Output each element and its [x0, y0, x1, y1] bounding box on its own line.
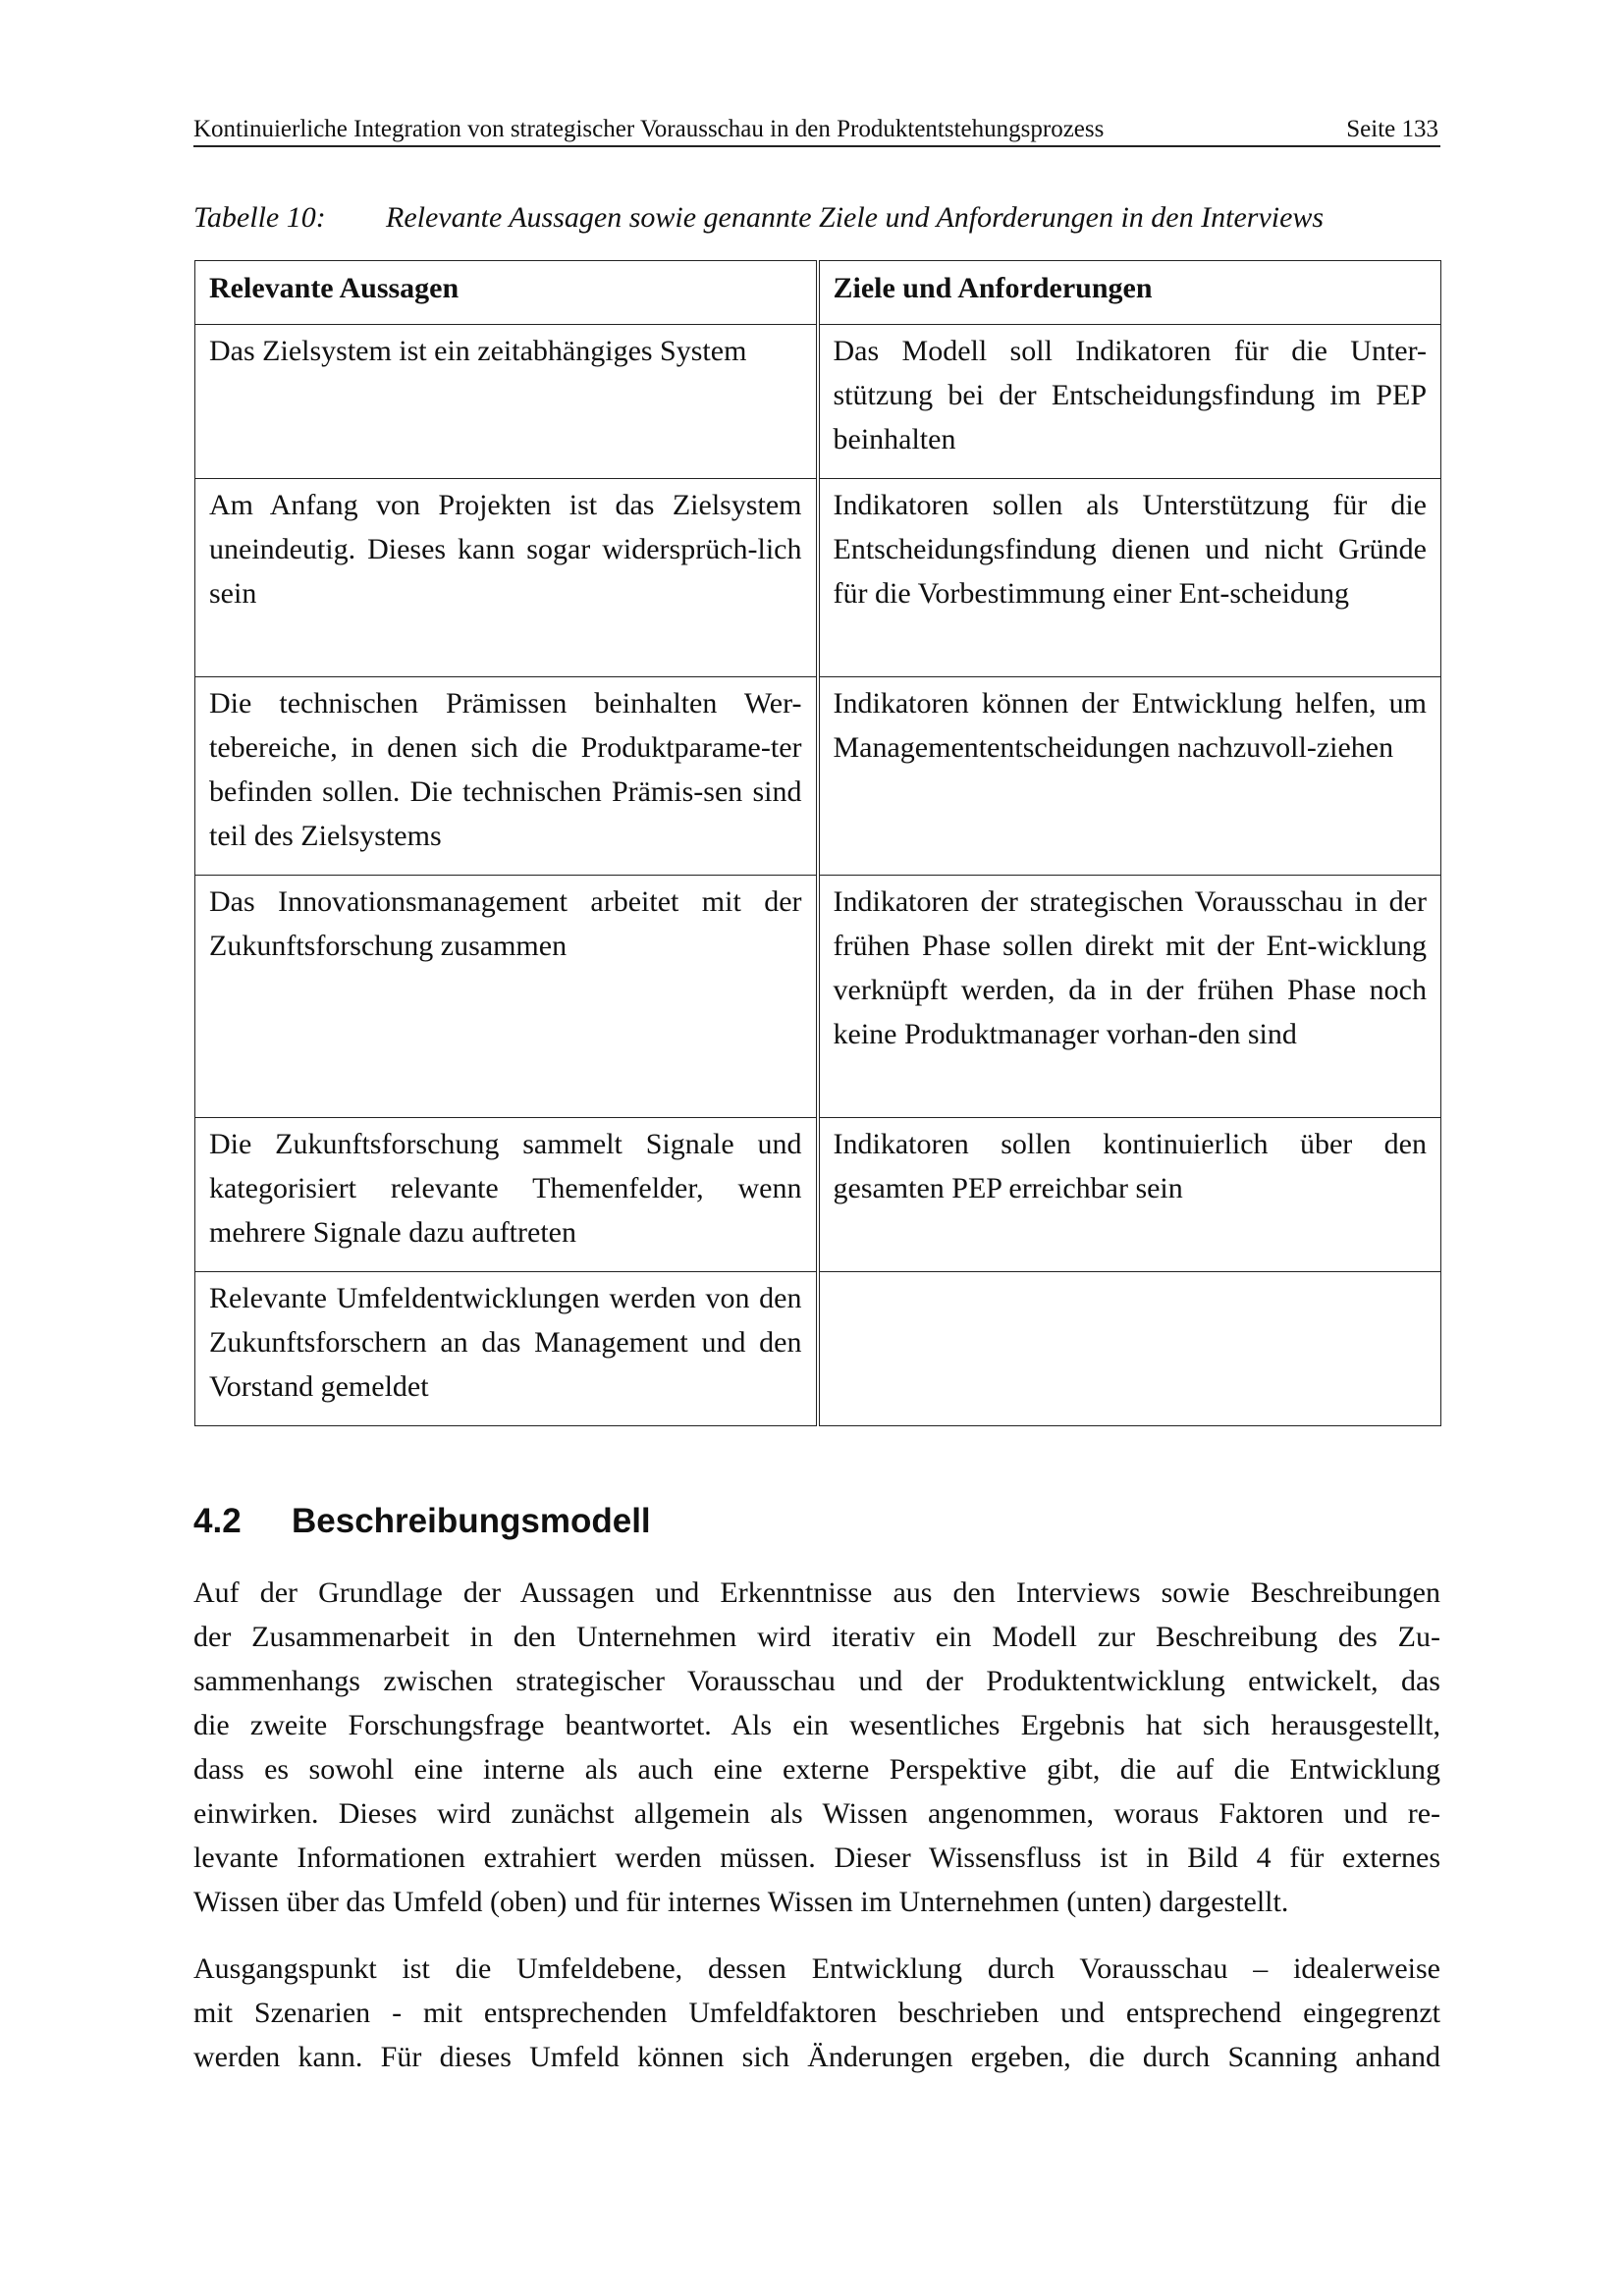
- table-row: [195, 677, 1441, 876]
- requirement-cell: Das Modell soll Indikatoren für die Unter-stützung bei der Entscheidungsfindung im PEP beinhalten: [818, 325, 1441, 479]
- section-heading: [193, 1500, 651, 1543]
- paragraph-line: Ausgangspunkt ist die Umfeldebene, dessen Entwicklung durch Vorausschau – idealerweise: [193, 1952, 1440, 1985]
- requirement-cell: [818, 1272, 1441, 1426]
- statement-cell: Relevante Umfeldentwicklungen werden von den Zukunftsforschern an das Management und den Vorstand gemeldet: [195, 1272, 818, 1426]
- page-number: Seite 133: [1346, 116, 1438, 142]
- paragraph-line: mit Szenarien - mit entsprechenden Umfeldfaktoren beschrieben und entsprechend eingegrenzt: [193, 1997, 1440, 2029]
- column-header-statements: Relevante Aussagen: [195, 261, 818, 325]
- table-row: [195, 876, 1441, 1118]
- paragraph-line: einwirken. Dieses wird zunächst allgemein als Wissen angenommen, woraus Faktoren und re-: [193, 1797, 1440, 1830]
- paragraph-line: dass es sowohl eine interne als auch eine externe Perspektive gibt, die auf die Entwicklung: [193, 1753, 1440, 1786]
- table-row: [195, 1118, 1441, 1272]
- body-paragraph: [193, 1947, 1440, 2079]
- statement-cell: Die Zukunftsforschung sammelt Signale und kategorisiert relevante Themenfelder, wenn mehrere Signale dazu auftreten: [195, 1118, 818, 1272]
- paragraph-line: sammenhangs zwischen strategischer Vorausschau und der Produktentwicklung entwickelt, das: [193, 1665, 1440, 1697]
- paragraph-line: die zweite Forschungsfrage beantwortet. Als ein wesentliches Ergebnis hat sich herausgestellt,: [193, 1709, 1440, 1741]
- table-caption-label: Tabelle 10:: [193, 201, 326, 234]
- requirement-cell: Indikatoren sollen kontinuierlich über den gesamten PEP erreichbar sein: [818, 1118, 1441, 1272]
- running-header: [193, 106, 1440, 147]
- body-paragraph: [193, 1571, 1440, 1924]
- statement-cell: Das Zielsystem ist ein zeitabhängiges System: [195, 325, 818, 479]
- section-number: 4.2: [193, 1502, 242, 1540]
- table-row: [195, 479, 1441, 677]
- requirement-cell: Indikatoren sollen als Unterstützung für die Entscheidungsfindung dienen und nicht Gründe für die Vorbestimmung einer Ent-scheidung: [818, 479, 1441, 677]
- statement-cell: Die technischen Prämissen beinhalten Wer-tebereiche, in denen sich die Produktparame-ter befinden sollen. Die technischen Prämis-sen sind teil des Zielsystems: [195, 677, 818, 876]
- table-caption-text: Relevante Aussagen sowie genannte Ziele und Anforderungen in den Interviews: [386, 201, 1325, 234]
- paragraph-line: werden kann. Für dieses Umfeld können sich Änderungen ergeben, die durch Scanning anhand: [193, 2041, 1440, 2073]
- paragraph-line: Wissen über das Umfeld (oben) und für internes Wissen im Unternehmen (unten) dargestellt.: [193, 1886, 1289, 1918]
- table-caption: [193, 198, 1445, 238]
- paragraph-line: levante Informationen extrahiert werden müssen. Dieser Wissensfluss ist in Bild 4 für externes: [193, 1842, 1440, 1874]
- table-row: [195, 1272, 1441, 1426]
- statement-cell: Das Innovationsmanagement arbeitet mit der Zukunftsforschung zusammen: [195, 876, 818, 1118]
- running-title: Kontinuierliche Integration von strategischer Vorausschau in den Produktentstehungsprozess: [193, 116, 1105, 142]
- paragraph-line: der Zusammenarbeit in den Unternehmen wird iterativ ein Modell zur Beschreibung des Zu-: [193, 1621, 1440, 1653]
- column-header-requirements: Ziele und Anforderungen: [818, 261, 1441, 325]
- table-row: [195, 325, 1441, 479]
- statement-cell: Am Anfang von Projekten ist das Zielsystem uneindeutig. Dieses kann sogar widersprüch-lich sein: [195, 479, 818, 677]
- requirement-cell: Indikatoren der strategischen Vorausschau in der frühen Phase sollen direkt mit der Ent-wicklung verknüpft werden, da in der frühen Phase noch keine Produktmanager vorhan-den sind: [818, 876, 1441, 1118]
- requirements-table: [194, 260, 1441, 1426]
- paragraph-line: Auf der Grundlage der Aussagen und Erkenntnisse aus den Interviews sowie Beschreibungen: [193, 1576, 1440, 1609]
- table-header-row: [195, 261, 1441, 325]
- requirement-cell: Indikatoren können der Entwicklung helfen, um Managemententscheidungen nachzuvoll-ziehen: [818, 677, 1441, 876]
- section-title: Beschreibungsmodell: [292, 1502, 651, 1540]
